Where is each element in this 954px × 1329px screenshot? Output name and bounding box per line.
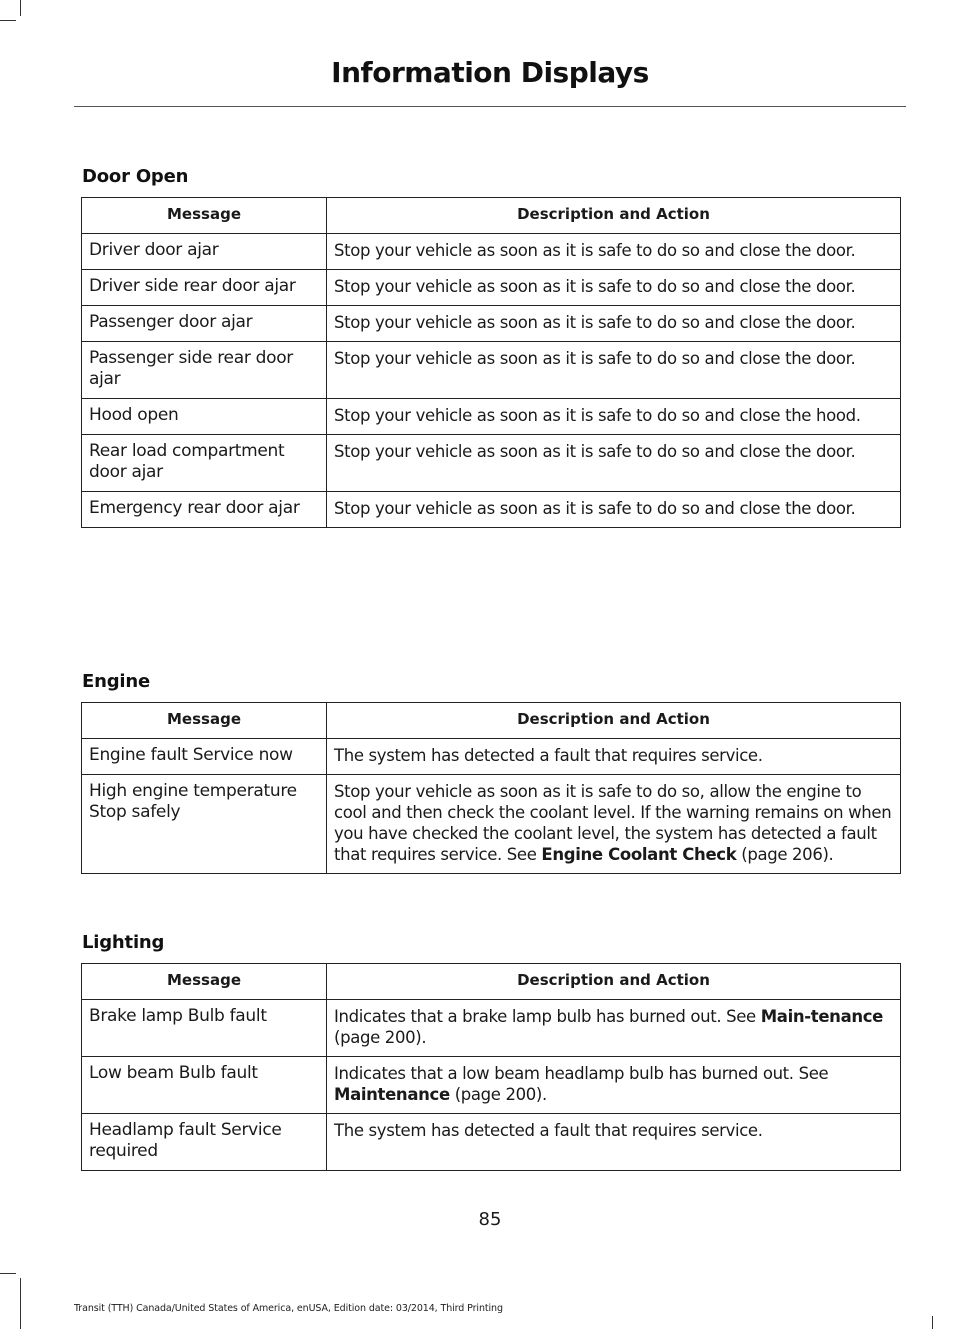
description-cell: Stop your vehicle as soon as it is safe to do so and close the door. (327, 492, 901, 528)
description-cell: The system has detected a fault that requires service. (327, 1114, 901, 1171)
message-cell: Driver side rear door ajar (82, 270, 327, 306)
page-reference: (page 206). (736, 845, 834, 864)
table-row (82, 1057, 901, 1114)
table-row (82, 270, 901, 306)
page-title: Information Displays (331, 56, 649, 89)
table-row (82, 775, 901, 874)
description-cell: The system has detected a fault that requires service. (327, 739, 901, 775)
table-row (82, 435, 901, 492)
crop-mark (20, 1278, 21, 1329)
column-header-message: Message (82, 198, 327, 234)
description-cell (327, 775, 901, 874)
page-number: 85 (478, 1209, 502, 1230)
description-text: Stop your vehicle as soon as it is safe to do so, allow the engine to cool and then check the coolant level. If the warning remains on when you have checked the coolant level, the system has detected a fault that requires service. See (334, 782, 892, 864)
description-text: Indicates that a brake lamp bulb has burned out. See (334, 1007, 761, 1026)
title-divider (74, 106, 906, 107)
page-reference: (page 200). (334, 1028, 427, 1047)
message-cell: Low beam Bulb fault (82, 1057, 327, 1114)
message-cell: High engine temperature Stop safely (82, 775, 327, 874)
message-cell: Headlamp fault Service required (82, 1114, 327, 1171)
table-row (82, 1000, 901, 1057)
lighting-table (81, 963, 901, 1171)
table-row (82, 306, 901, 342)
table-header-row (82, 964, 901, 1000)
cross-reference-link[interactable]: Engine Coolant Check (541, 845, 737, 864)
message-cell: Driver door ajar (82, 234, 327, 270)
column-header-description: Description and Action (327, 964, 901, 1000)
message-cell: Rear load compartment door ajar (82, 435, 327, 492)
table-row (82, 1114, 901, 1171)
table-header-row (82, 703, 901, 739)
table-row (82, 399, 901, 435)
crop-mark (0, 20, 16, 21)
crop-mark (0, 1273, 16, 1274)
description-cell: Stop your vehicle as soon as it is safe to do so and close the door. (327, 342, 901, 399)
message-cell: Passenger door ajar (82, 306, 327, 342)
table-row (82, 342, 901, 399)
description-cell: Stop your vehicle as soon as it is safe to do so and close the door. (327, 234, 901, 270)
page-reference: (page 200). (449, 1085, 547, 1104)
section-heading-door-open: Door Open (82, 166, 189, 187)
message-cell: Emergency rear door ajar (82, 492, 327, 528)
section-heading-lighting: Lighting (82, 932, 165, 953)
section-heading-engine: Engine (82, 671, 150, 692)
crop-mark (932, 1316, 933, 1329)
footer-edition-info: Transit (TTH) Canada/United States of America, enUSA, Edition date: 03/2014, Third Printing (74, 1303, 503, 1314)
description-cell (327, 1000, 901, 1057)
engine-table (81, 702, 901, 874)
table-row (82, 739, 901, 775)
description-cell: Stop your vehicle as soon as it is safe to do so and close the door. (327, 306, 901, 342)
message-cell: Passenger side rear door ajar (82, 342, 327, 399)
column-header-description: Description and Action (327, 198, 901, 234)
description-cell: Stop your vehicle as soon as it is safe to do so and close the door. (327, 270, 901, 306)
message-cell: Brake lamp Bulb fault (82, 1000, 327, 1057)
door-open-table (81, 197, 901, 528)
description-cell (327, 1057, 901, 1114)
table-header-row (82, 198, 901, 234)
description-text: Indicates that a low beam headlamp bulb has burned out. See (334, 1064, 829, 1083)
table-row (82, 234, 901, 270)
message-cell: Engine fault Service now (82, 739, 327, 775)
column-header-message: Message (82, 703, 327, 739)
column-header-message: Message (82, 964, 327, 1000)
table-row (82, 492, 901, 528)
cross-reference-link[interactable]: Maintenance (334, 1085, 450, 1104)
description-cell: Stop your vehicle as soon as it is safe to do so and close the door. (327, 435, 901, 492)
message-cell: Hood open (82, 399, 327, 435)
crop-mark (20, 0, 21, 16)
description-cell: Stop your vehicle as soon as it is safe to do so and close the hood. (327, 399, 901, 435)
cross-reference-link[interactable]: Main-tenance (760, 1007, 884, 1026)
column-header-description: Description and Action (327, 703, 901, 739)
